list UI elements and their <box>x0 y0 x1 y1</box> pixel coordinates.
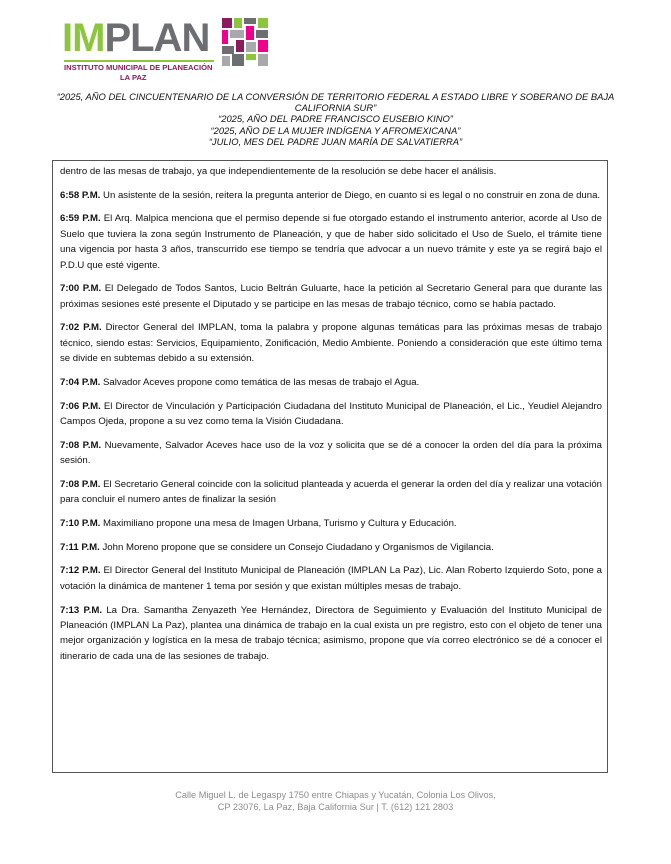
logo-city: LA PAZ <box>120 73 147 82</box>
entry-text: Salvador Aceves propone como temática de las mesas de trabajo el Agua. <box>100 376 420 388</box>
motto-line: “2025, AÑO DE LA MUJER INDÍGENA Y AFROMEXICANA” <box>210 124 461 136</box>
motto-line: “2025, AÑO DEL PADRE FRANCISCO EUSEBIO KINO” <box>218 113 453 125</box>
entry-text: La Dra. Samantha Zenyazeth Yee Hernández, Directora de Seguimiento y Evaluación del Instituto Municipal de Planeación (IMPLAN La Paz), plantea una dinámica de trabajo en la cual exista un pre registro, esto con el objeto de tener una mejor organización y logística en la mesa de trabajo técnica; asimismo, propone que vía correo electrónico se dé a conocer el itinerario de cada una de las sesiones de trabajo. <box>60 604 603 662</box>
minutes-entry <box>60 603 602 665</box>
entry-text: Nuevamente, Salvador Aceves hace uso de la voz y solicita que se dé a conocer la orden del día para la próxima sesión. <box>60 439 602 467</box>
entry-text: Director General del IMPLAN, toma la palabra y propone algunas temáticas para las próximas mesas de trabajo técnico, siendo estas: Servicios, Equipamiento, Zonificación, Medio Ambiente. Poniendo a consideración que este último tema se divide en subtemas debido a su extensión. <box>60 322 602 365</box>
entry-time: 7:02 P.M. <box>60 322 102 334</box>
minutes-entry <box>60 281 602 312</box>
entry-text: El Director General del Instituto Municipal de Planeación (IMPLAN La Paz), Lic. Alan Roberto Izquierdo Soto, pone a votación la dinámica de mantener 1 tema por sesión y que existan múltiples mesas de trabajo. <box>60 565 603 592</box>
entry-text: El Delegado de Todos Santos, Lucio Beltrán Guluarte, hace la petición al Secretario General para que durante las próximas sesiones esté presente el Diputado y se participe en las mesas de trabajo técnico, como se había pactado. <box>60 283 602 310</box>
logo-wordmark: IMPLAN <box>62 16 210 60</box>
entry-text: El Arq. Malpica menciona que el permiso depende si fue otorgado estando el instrumento anterior, acorde al Uso de Suelo que tuviera la zona según Instrumento de Planeación, y que de haber sido solicitado el Uso de Suelo, el trámite tiene una vigencia por hasta 3 años, transcurrido ese tiempo se tendría que advocar a un nuevo trámite y este ya se regirá bajo el P.D.U que esté vigente. <box>60 213 602 271</box>
logo-subtitle: INSTITUTO MUNICIPAL DE PLANEACIÓN <box>64 63 213 72</box>
minutes-body <box>60 164 602 672</box>
intro-paragraph: dentro de las mesas de trabajo, ya que independientemente de la resolución se debe hacer el análisis. <box>60 166 497 177</box>
entry-time: 6:59 P.M. <box>60 213 101 225</box>
page-footer <box>100 789 571 814</box>
logo-underline <box>64 60 214 62</box>
entry-text: El Director de Vinculación y Participación Ciudadana del Instituto Municipal de Planeación, el Lic., Yeudiel Alejandro Campos Ojeda, propone a su vez como tema la Visión Ciudadana. <box>60 400 602 428</box>
logo-mosaic-icon <box>222 18 278 72</box>
entry-time: 7:10 P.M. <box>60 517 101 529</box>
entry-text: El Secretario General coincide con la solicitud planteada y acuerda el generar la orden del día y realizar una votación para concluir el numero antes de finalizar la sesión <box>60 478 602 506</box>
motto-line: “2025, AÑO DEL CINCUENTENARIO DE LA CONVERSIÓN DE TERRITORIO FEDERAL A ESTADO LIBRE Y SOBERANO DE BAJA CALIFORNIA SUR” <box>56 91 615 114</box>
minutes-entry <box>60 320 602 366</box>
entry-text: Un asistente de la sesión, reitera la pregunta anterior de Diego, en cuanto si es legal o no construir en zona de duna. <box>100 189 601 201</box>
minutes-entry <box>60 188 602 203</box>
minutes-entry <box>60 563 602 594</box>
minutes-entry <box>60 211 602 273</box>
implan-logo <box>62 18 282 80</box>
minutes-entry <box>60 516 602 531</box>
entry-time: 7:12 P.M. <box>60 565 101 577</box>
entry-time: 7:04 P.M. <box>60 376 101 388</box>
entry-time: 7:08 P.M. <box>60 478 101 490</box>
entry-time: 6:58 P.M. <box>60 189 101 201</box>
entry-text: Maximiliano propone una mesa de Imagen Urbana, Turismo y Cultura y Educación. <box>100 517 457 529</box>
footer-contact: CP 23076, La Paz, Baja California Sur | T. (612) 121 2803 <box>217 802 454 813</box>
minutes-entry <box>60 438 602 469</box>
entry-time: 7:13 P.M. <box>60 604 103 616</box>
entry-time: 7:00 P.M. <box>60 283 102 295</box>
entry-time: 7:11 P.M. <box>60 541 100 553</box>
minutes-entry <box>60 540 602 555</box>
header-mottos <box>40 91 631 147</box>
footer-address: Calle Miguel L. de Legaspy 1750 entre Chiapas y Yucatán, Colonia Los Olivos, <box>175 790 496 800</box>
entry-time: 7:06 P.M. <box>60 400 101 412</box>
entry-text: John Moreno propone que se considere un Consejo Ciudadano y Organismos de Vigilancia. <box>99 541 494 553</box>
minutes-entry <box>60 477 602 508</box>
minutes-entry <box>60 399 602 430</box>
motto-line: “JULIO, MES DEL PADRE JUAN MARÍA DE SALVATIERRA” <box>208 135 463 147</box>
minutes-entry <box>60 375 602 390</box>
entry-time: 7:08 P.M. <box>60 439 102 451</box>
